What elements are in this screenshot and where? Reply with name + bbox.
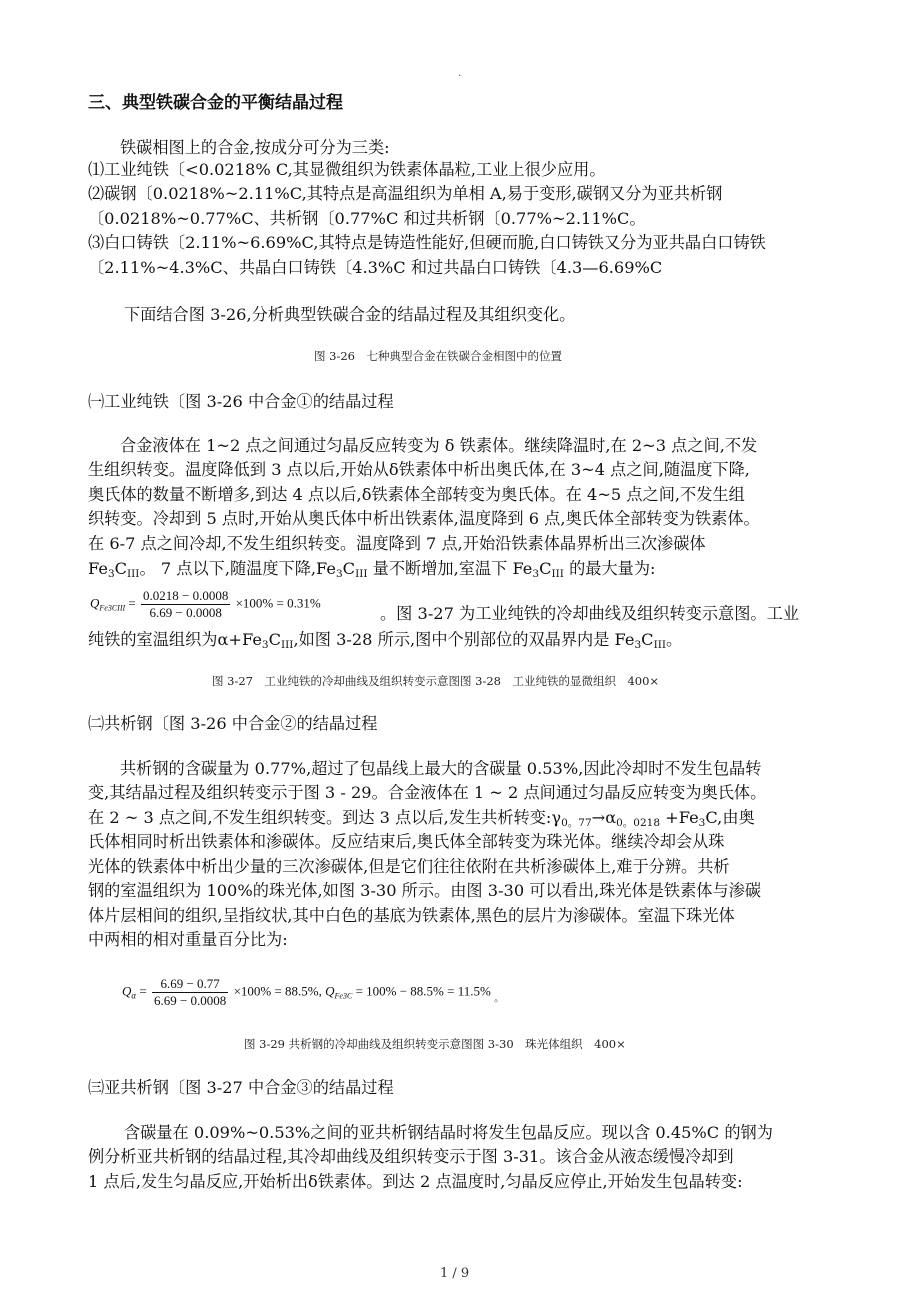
section-2-title: ㈡共析钢〔图 3-26 中合金②的结晶过程	[88, 714, 378, 733]
section-3-title: ㈢亚共析钢〔图 3-27 中合金③的结晶过程	[88, 1078, 394, 1097]
header-dot: .	[458, 68, 462, 79]
intro-line-4: 〔0.0218%~0.77%C、共析钢〔0.77%C 和过共析钢〔0.77%~2.11%C。	[88, 209, 646, 228]
intro-line-3: ⑵碳钢〔0.0218%~2.11%C,其特点是高温组织为单相 A,易于变形,碳钢又分为亚共析钢	[88, 184, 723, 203]
figure-caption-3-29: 图 3-29 共析钢的冷却曲线及组织转变示意图图 3-30 珠光体组织 400×	[244, 1037, 626, 1051]
intro-line-2: ⑴工业纯铁〔<0.0218% C,其显微组织为铁素体晶粒,工业上很少应用。	[88, 160, 606, 179]
formula-fe3c-iii: $Q_{Fe3CIII}$ = $\frac{0.0218 - 0.0008}{6.69 - 0.0008}$ ×100% = 0.31%	[90, 588, 321, 620]
sec2-line-3: 在 2 ~ 3 点之间,不发生组织转变。到达 3 点以后,发生共析转变$:\gamma_{0。77}\to\alpha_{0。0218} +Fe_3C$,由奥	[88, 808, 755, 829]
sec1-line-3: 奥氏体的数量不断增多,到达 4 点以后,δ铁素体全部转变为奥氏体。在 4~5 点之间,不发生组	[88, 485, 745, 504]
sec2-line-1: 共析钢的含碳量为 0.77%,超过了包晶线上最大的含碳量 0.53%,因此冷却时不发生包晶转	[120, 759, 762, 778]
intro-line-6: 〔2.11%~4.3%C、共晶白口铸铁〔4.3%C 和过共晶白口铸铁〔4.3—6.69%C	[88, 258, 663, 277]
formula-pearlite-fractions: $Q_\alpha$ = $\frac{6.69 - 0.77}{6.69 - 0.0008}$ ×100% = 88.5%, $Q_{Fe3C} = 100\% - 88.5\% = 11.5\%$ $_。$	[122, 976, 505, 1008]
sec3-line-1: 含碳量在 0.09%~0.53%之间的亚共析钢结晶时将发生包晶反应。现以含 0.45%C 的钢为	[124, 1123, 773, 1142]
sec3-line-2: 例分析亚共析钢的结晶过程,其冷却曲线及组织转变示于图 3-31。该合金从液态缓慢冷却到	[88, 1147, 734, 1166]
sec1-line-9: 纯铁的室温组织为$\alpha+Fe_3C_{III}$,如图 3-28 所示,图中个别部位的双晶界内是 $Fe_3C_{III}$。	[88, 630, 683, 651]
sec1-line-4: 织转变。冷却到 5 点时,开始从奥氏体中析出铁素体,温度降到 6 点,奥氏体全部转变为铁素体。	[88, 509, 760, 528]
intro-line-1: 铁碳相图上的合金,按成分可分为三类:	[120, 138, 390, 157]
sec2-line-2: 变,其结晶过程及组织转变示于图 3 - 29。合金液体在 1 ~ 2 点间通过匀晶反应转变为奥氏体。	[88, 783, 767, 802]
sec1-line-6: $Fe_3C_{III}$。 7 点以下,随温度下降$,Fe_3C_{III}$ 量不断增加,室温下 $Fe_3C_{III}$ 的最大量为:	[88, 559, 656, 580]
sec1-line-8-tail: 。图 3-27 为工业纯铁的冷却曲线及组织转变示意图。工业	[380, 604, 799, 623]
sec2-line-5: 光体的铁素体中析出少量的三次渗碳体,但是它们往往依附在共析渗碳体上,难于分辨。共析	[88, 857, 730, 876]
intro-line-5: ⑶白口铸铁〔2.11%~6.69%C,其特点是铸造性能好,但硬而脆,白口铸铁又分为亚共晶白口铸铁	[88, 233, 766, 252]
intro-line-7: 下面结合图 3-26,分析典型铁碳合金的结晶过程及其组织变化。	[124, 305, 576, 324]
sec2-line-8: 中两相的相对重量百分比为:	[88, 930, 288, 949]
sec2-line-7: 体片层相间的组织,呈指纹状,其中白色的基底为铁素体,黑色的层片为渗碳体。室温下珠光体	[88, 906, 735, 925]
page-number: 1 / 9	[440, 1266, 470, 1281]
sec2-line-6: 钢的室温组织为 100%的珠光体,如图 3-30 所示。由图 3-30 可以看出,珠光体是铁素体与渗碳	[88, 881, 762, 900]
sec3-line-3: 1 点后,发生匀晶反应,开始析出δ铁素体。到达 2 点温度时,匀晶反应停止,开始发生包晶转变:	[88, 1172, 743, 1191]
figure-caption-3-27: 图 3-27 工业纯铁的冷却曲线及组织转变示意图图 3-28 工业纯铁的显微组织 400×	[212, 674, 660, 688]
sec1-line-5: 在 6-7 点之间冷却,不发生组织转变。温度降到 7 点,开始沿铁素体晶界析出三次渗碳体	[88, 534, 706, 553]
section-1-title: ㈠工业纯铁〔图 3-26 中合金①的结晶过程	[88, 392, 394, 411]
sec1-line-2: 生组织转变。温度降低到 3 点以后,开始从δ铁素体中析出奥氏体,在 3~4 点之间,随温度下降,	[88, 460, 750, 479]
figure-caption-3-26: 图 3-26 七种典型合金在铁碳合金相图中的位置	[314, 349, 562, 363]
section-title: 三、典型铁碳合金的平衡结晶过程	[88, 93, 343, 113]
sec2-line-4: 氏体相同时析出铁素体和渗碳体。反应结束后,奥氏体全部转变为珠光体。继续冷却会从珠	[88, 832, 725, 851]
sec1-line-1: 合金液体在 1~2 点之间通过匀晶反应转变为 δ 铁素体。继续降温时,在 2~3 点之间,不发	[120, 436, 758, 455]
